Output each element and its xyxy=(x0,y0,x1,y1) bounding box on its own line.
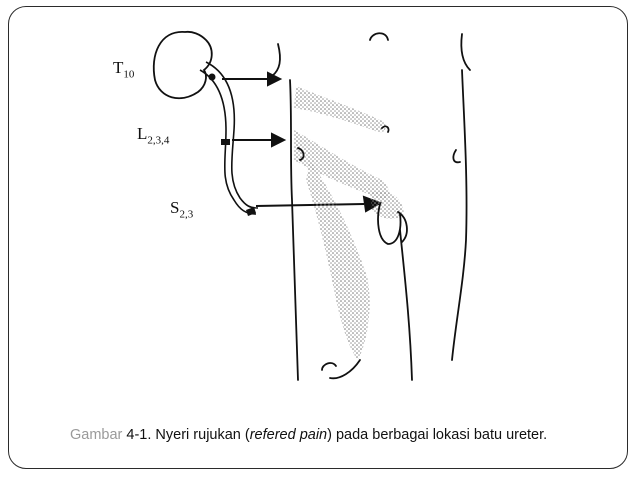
neck-right xyxy=(461,34,470,70)
neck-left xyxy=(272,44,280,76)
label-l234-sub: 2,3,4 xyxy=(147,134,170,147)
right-leg xyxy=(400,230,412,380)
hand xyxy=(453,150,460,162)
label-s23 xyxy=(170,198,193,220)
arrow-s23 xyxy=(256,204,364,206)
knee xyxy=(322,363,336,370)
label-t10-sub: 10 xyxy=(123,68,135,81)
label-t10 xyxy=(113,58,134,80)
caption-term: refered pain xyxy=(249,427,328,443)
label-s23-base: S xyxy=(170,198,180,217)
pain-region-scrotum xyxy=(370,191,404,219)
ureter-stone-l xyxy=(221,139,230,145)
caption-prefix: Gambar xyxy=(70,427,123,443)
chin xyxy=(370,33,388,40)
left-torso xyxy=(290,80,298,380)
caption-rest: ) pada berbagai lokasi batu ureter. xyxy=(327,427,548,443)
left-leg-inner xyxy=(330,360,360,378)
label-l234-base: L xyxy=(137,124,148,143)
pain-region-t10 xyxy=(294,86,386,132)
label-t10-base: T xyxy=(113,58,124,77)
label-s23-sub: 2,3 xyxy=(179,208,194,221)
pain-region-l234 xyxy=(294,130,389,200)
figure-caption xyxy=(70,427,547,443)
kidney-shape xyxy=(154,32,212,98)
label-l234 xyxy=(137,124,169,146)
caption-number: 4-1. Nyeri rujukan ( xyxy=(122,427,250,443)
ureter-inner xyxy=(206,62,258,208)
right-torso xyxy=(452,70,467,360)
